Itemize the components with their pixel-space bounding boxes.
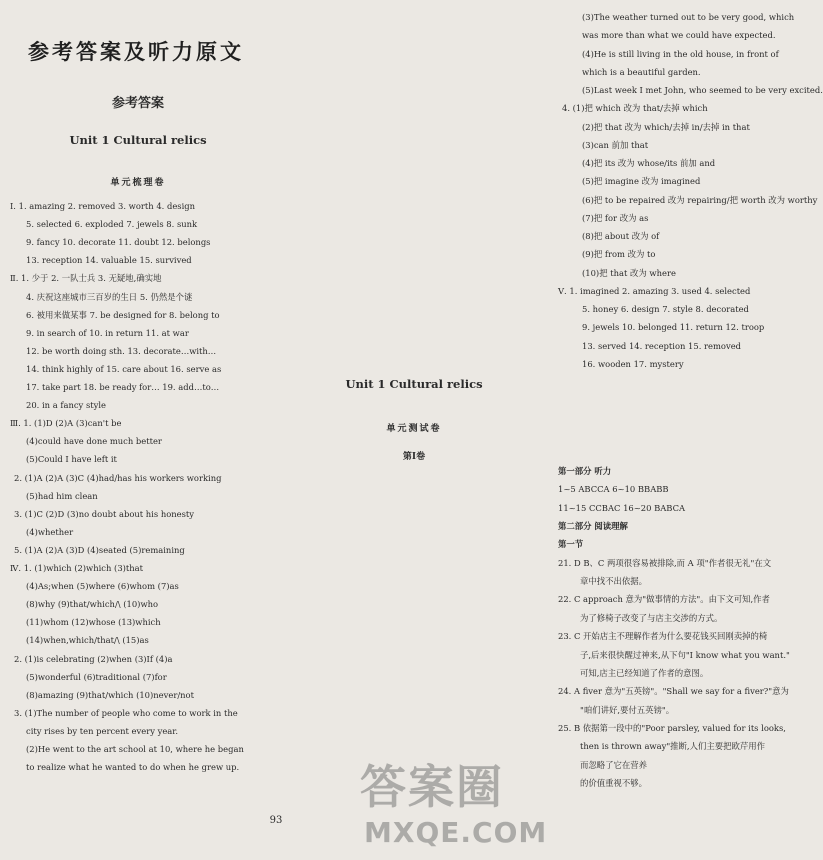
answer-line: 16. wooden 17. mystery — [582, 358, 684, 369]
answer-line: 9. jewels 10. belonged 11. return 12. troop — [582, 322, 765, 333]
section-title-left: 单元梳理卷 — [110, 178, 166, 188]
unit-title-left: Unit 1 Cultural relics — [69, 133, 207, 147]
answer-line: (5)wonderful (6)traditional (7)for — [26, 671, 167, 682]
answer-line: (6)把 to be repaired 改为 repairing/把 worth 改为 worthy — [582, 194, 818, 205]
page-number: 93 — [269, 815, 283, 826]
section-title-right: 单元测试卷 — [386, 424, 442, 434]
answer-line: (8)把 about 改为 of — [582, 231, 660, 241]
answer-line: 9. in search of 10. in return 11. at war — [26, 327, 189, 338]
answer-line: Ⅰ. 1. amazing 2. removed 3. worth 4. design — [10, 201, 196, 211]
answer-line: (10)把 that 改为 where — [582, 267, 676, 278]
answer-line: 4. 庆祝这座城市三百岁的生日 5. 仍然是个谜 — [26, 291, 193, 302]
answer-line: 25. B 依据第一段中的"Poor parsley, valued for its looks, — [558, 722, 786, 733]
answer-line: (11)whom (12)whose (13)which — [26, 617, 161, 628]
answer-line: 子,后来很快醒过神来,从下句"I know what you want." — [580, 649, 790, 660]
answer-line: (5)Last week I met John, who seemed to be very excited. — [582, 85, 823, 95]
answer-line: 13. reception 14. valuable 15. survived — [26, 255, 192, 266]
unit-title-right: Unit 1 Cultural relics — [345, 377, 483, 391]
answer-line: (8)amazing (9)that/which (10)never/not — [26, 689, 194, 700]
answer-line: (4)whether — [26, 526, 74, 537]
answer-line: 3. (1)The number of people who come to work in the — [14, 707, 238, 718]
answer-line: Ⅱ. 1. 少于 2. 一队士兵 3. 无疑地,确实地 — [10, 273, 162, 284]
answer-line: (5)had him clean — [26, 490, 98, 501]
answer-line: 17. take part 18. be ready for… 19. add…to… — [26, 382, 220, 392]
main-title: 参考答案及听力原文 — [28, 39, 244, 64]
answer-line: 第一节 — [558, 539, 584, 550]
answer-line: (4)He is still living in the old house, in front of — [582, 48, 779, 59]
answer-line: 5. selected 6. exploded 7. jewels 8. sunk — [26, 219, 198, 230]
answer-line: 6. 被用来做某事 7. be designed for 8. belong to — [26, 309, 220, 320]
answer-line: 3. (1)C (2)D (3)no doubt about his honesty — [14, 508, 195, 519]
answer-line: 而忽略了它在营养 — [580, 759, 647, 770]
answer-line: 5. honey 6. design 7. style 8. decorated — [582, 304, 749, 314]
answer-line: was more than what we could have expected. — [582, 30, 776, 41]
answer-line: 1~5 ABCCA 6~10 BBABB — [558, 484, 669, 495]
answer-line: 22. C approach 意为"做事情的方法"。由下文可知,作者 — [558, 594, 770, 605]
answer-line: 2. (1)A (2)A (3)C (4)had/has his workers working — [14, 472, 222, 483]
answer-line: which is a beautiful garden. — [582, 66, 701, 77]
answer-line: 的价值重视不够。 — [580, 777, 647, 788]
answer-line: (2)把 that 改为 which/去掉 in/去掉 in that — [582, 121, 750, 132]
answer-line: 章中找不出依据。 — [580, 576, 647, 587]
answer-line: Ⅴ. 1. imagined 2. amazing 3. used 4. selected — [558, 285, 751, 296]
answer-line: (9)把 from 改为 to — [582, 249, 656, 260]
answer-line: (5)把 imagine 改为 imagined — [582, 176, 701, 187]
answer-line: (4)把 its 改为 whose/its 前加 and — [582, 158, 716, 168]
answer-line: 第一部分 听力 — [558, 466, 612, 476]
answer-line: then is thrown away"推断,人们主要把欧芹用作 — [580, 741, 765, 752]
volume-title: 第Ⅰ卷 — [402, 452, 426, 462]
answer-line: (14)when,which/that/\ (15)as — [26, 635, 149, 646]
answer-line: (3)The weather turned out to be very good, which — [582, 12, 795, 22]
answer-line: 13. served 14. reception 15. removed — [582, 340, 742, 351]
answer-line: to realize what he wanted to do when he grew up. — [26, 762, 240, 773]
answer-line: (7)把 for 改为 as — [582, 212, 649, 223]
answer-line: 12. be worth doing sth. 13. decorate…with… — [26, 345, 217, 356]
answer-line: (4)As;when (5)where (6)whom (7)as — [26, 581, 179, 592]
answers-heading: 参考答案 — [111, 96, 164, 111]
answer-line: 5. (1)A (2)A (3)D (4)seated (5)remaining — [14, 544, 185, 555]
answer-line: 9. fancy 10. decorate 11. doubt 12. belongs — [26, 237, 211, 248]
answer-line: 21. D B、C 两项很容易被排除,而 A 项"作者很无礼"在文 — [558, 557, 772, 568]
answer-line: 24. A fiver 意为"五英镑"。"Shall we say for a fiver?"意为 — [558, 686, 789, 697]
answer-line: (8)why (9)that/which/\ (10)who — [26, 599, 159, 610]
answer-line: (2)He went to the art school at 10, where he began — [26, 744, 244, 754]
answer-line: Ⅲ. 1. (1)D (2)A (3)can't be — [10, 418, 122, 429]
answer-line: 11~15 CCBAC 16~20 BABCA — [558, 502, 686, 513]
answer-line: 14. think highly of 15. care about 16. serve as — [26, 363, 222, 374]
answer-line: 可知,店主已经知道了作者的意图。 — [580, 667, 709, 678]
watermark-url: MXQE.COM — [364, 816, 548, 849]
answer-line: (5)Could I have left it — [26, 454, 117, 465]
answer-line: 2. (1)is celebrating (2)when (3)If (4)a — [14, 653, 173, 664]
watermark-logo — [360, 760, 550, 849]
answer-line: "咱们讲好,要付五英镑"。 — [580, 704, 675, 715]
answer-line: city rises by ten percent every year. — [26, 725, 179, 736]
answer-line: 20. in a fancy style — [26, 400, 106, 411]
watermark-text: 答案圈 — [360, 760, 504, 814]
answer-line: Ⅳ. 1. (1)which (2)which (3)that — [10, 563, 144, 573]
answer-line: 第二部分 阅读理解 — [558, 521, 628, 532]
answer-line: 为了修椅子改变了与店主交涉的方式。 — [580, 612, 723, 623]
answer-line: (3)can 前加 that — [582, 139, 649, 150]
answer-line: 4. (1)把 which 改为 that/去掉 which — [562, 103, 708, 114]
answer-line: (4)could have done much better — [26, 436, 162, 447]
answer-line: 23. C 开始店主不理解作者为什么要花钱买回刚卖掉的椅 — [558, 631, 768, 642]
